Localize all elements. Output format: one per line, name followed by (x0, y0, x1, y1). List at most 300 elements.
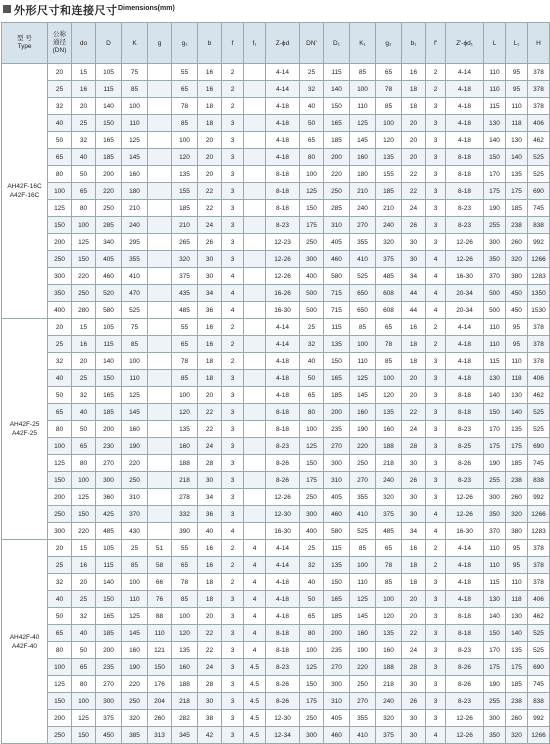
table-cell: 18 (198, 98, 222, 115)
table-row (2, 506, 550, 523)
table-cell: 8-18 (266, 625, 300, 642)
table-cell: 3 (222, 642, 244, 659)
table-cell: 110 (484, 557, 506, 574)
table-cell: 188 (376, 659, 402, 676)
table-cell: 30 (198, 472, 222, 489)
table-cell: 135 (376, 625, 402, 642)
table-cell: 4-18 (446, 370, 484, 387)
table-cell: 220 (350, 659, 376, 676)
table-cell: 80 (48, 421, 72, 438)
table-cell: 8-18 (446, 183, 484, 200)
table-row (2, 251, 550, 268)
table-cell: 15 (72, 540, 96, 557)
table-cell: 345 (172, 727, 198, 744)
table-cell: 125 (48, 200, 72, 217)
table-cell: 12-26 (266, 251, 300, 268)
table-cell: 485 (96, 523, 122, 540)
table-cell: 230 (96, 438, 122, 455)
table-cell: 270 (96, 676, 122, 693)
table-cell: 135 (324, 557, 350, 574)
table-cell: 425 (96, 506, 122, 523)
table-cell: 50 (48, 132, 72, 149)
table-cell: 500 (484, 285, 506, 302)
table-cell: 100 (350, 81, 376, 98)
table-cell: 300 (484, 489, 506, 506)
table-row (2, 353, 550, 370)
table-cell: 40 (300, 574, 324, 591)
col-header: D (96, 23, 122, 64)
table-cell: 608 (376, 302, 402, 319)
table-row (2, 710, 550, 727)
table-cell: 125 (350, 115, 376, 132)
table-cell: 175 (506, 438, 528, 455)
table-cell: 405 (324, 489, 350, 506)
table-cell: 4 (244, 540, 266, 557)
table-cell: 300 (300, 251, 324, 268)
table-cell: 235 (324, 642, 350, 659)
table-cell: 80 (300, 625, 324, 642)
table-cell: 310 (324, 472, 350, 489)
table-cell: 320 (172, 251, 198, 268)
table-cell: 200 (324, 625, 350, 642)
table-cell: 150 (96, 591, 122, 608)
table-cell: 80 (72, 676, 96, 693)
table-cell: 300 (324, 455, 350, 472)
table-cell: 260 (506, 234, 528, 251)
table-cell: 4 (244, 557, 266, 574)
table-cell: 18 (198, 591, 222, 608)
table-cell: 218 (376, 455, 402, 472)
table-cell: 218 (172, 472, 198, 489)
table-cell: 160 (172, 438, 198, 455)
table-cell: 105 (96, 540, 122, 557)
table-cell: 320 (506, 506, 528, 523)
table-cell: 204 (148, 693, 172, 710)
table-cell: 100 (72, 472, 96, 489)
table-cell: 44 (402, 302, 426, 319)
table-cell: 4-18 (266, 132, 300, 149)
table-cell: 4-18 (446, 132, 484, 149)
table-cell: 185 (376, 183, 402, 200)
table-cell: 525 (350, 268, 376, 285)
table-cell: 110 (506, 574, 528, 591)
table-cell: 40 (198, 523, 222, 540)
table-cell (244, 370, 266, 387)
table-cell: 118 (506, 370, 528, 387)
table-cell: 240 (376, 693, 402, 710)
table-cell: 165 (324, 591, 350, 608)
table-cell: 310 (324, 217, 350, 234)
table-cell: 406 (528, 115, 550, 132)
table-cell: 2 (222, 98, 244, 115)
table-cell: 85 (350, 64, 376, 81)
table-cell: 15 (72, 319, 96, 336)
table-cell: 608 (376, 285, 402, 302)
table-cell: 462 (528, 608, 550, 625)
table-cell: 125 (122, 387, 148, 404)
table-cell: 65 (300, 608, 324, 625)
table-cell: 180 (350, 166, 376, 183)
table-cell: 3 (222, 370, 244, 387)
table-cell: 8-23 (266, 659, 300, 676)
type-cell (2, 319, 48, 540)
table-cell: 1283 (528, 523, 550, 540)
col-header: g₂ (376, 23, 402, 64)
table-cell: 4.5 (244, 693, 266, 710)
table-row (2, 200, 550, 217)
table-cell (148, 387, 172, 404)
table-cell: 115 (96, 557, 122, 574)
table-cell: 20 (48, 319, 72, 336)
col-header: g (148, 23, 172, 64)
table-cell: 4 (426, 302, 446, 319)
table-cell (148, 217, 172, 234)
table-cell: 78 (172, 98, 198, 115)
table-cell: 95 (506, 81, 528, 98)
table-cell: 8-23 (266, 217, 300, 234)
table-cell: 12-26 (446, 251, 484, 268)
table-cell: 240 (376, 472, 402, 489)
table-cell: 525 (528, 404, 550, 421)
type-cell (2, 540, 48, 744)
table-cell: 4-18 (266, 149, 300, 166)
table-cell: 255 (484, 693, 506, 710)
table-cell: 280 (72, 302, 96, 319)
table-cell: 145 (350, 132, 376, 149)
table-cell: 95 (506, 540, 528, 557)
table-cell: 3 (222, 676, 244, 693)
table-cell: 140 (506, 149, 528, 166)
table-cell: 8-18 (446, 608, 484, 625)
table-cell: 110 (122, 115, 148, 132)
col-header: D₁ (324, 23, 350, 64)
table-cell: 250 (96, 200, 122, 217)
table-cell (244, 387, 266, 404)
table-cell: 38 (198, 710, 222, 727)
table-cell: 2 (222, 336, 244, 353)
table-cell: 4-18 (446, 336, 484, 353)
table-cell: 370 (484, 523, 506, 540)
table-cell: 8-23 (446, 217, 484, 234)
table-cell: 135 (376, 404, 402, 421)
table-cell: 450 (506, 285, 528, 302)
table-cell (244, 421, 266, 438)
table-cell (148, 523, 172, 540)
table-cell: 3 (426, 132, 446, 149)
table-cell: 378 (528, 574, 550, 591)
table-cell (244, 319, 266, 336)
table-cell: 130 (484, 591, 506, 608)
table-row (2, 285, 550, 302)
table-cell: 20 (72, 574, 96, 591)
table-cell: 378 (528, 98, 550, 115)
table-cell: 4-18 (266, 115, 300, 132)
table-cell: 2 (426, 336, 446, 353)
table-row (2, 370, 550, 387)
table-cell: 378 (528, 81, 550, 98)
table-cell: 375 (172, 268, 198, 285)
table-cell: 4 (244, 608, 266, 625)
table-cell: 4.5 (244, 676, 266, 693)
table-cell: 200 (324, 404, 350, 421)
table-cell (148, 149, 172, 166)
table-cell: 20 (198, 387, 222, 404)
table-cell: 95 (506, 557, 528, 574)
table-cell: 8-26 (266, 472, 300, 489)
table-cell: 300 (324, 676, 350, 693)
table-cell: 100 (172, 132, 198, 149)
table-cell: 145 (122, 625, 148, 642)
table-cell: 12-26 (446, 489, 484, 506)
table-cell: 320 (376, 489, 402, 506)
table-cell: 525 (528, 642, 550, 659)
table-cell: 3 (426, 676, 446, 693)
table-cell (244, 183, 266, 200)
table-cell: 8-26 (266, 693, 300, 710)
table-cell: 470 (122, 285, 148, 302)
table-cell (148, 506, 172, 523)
table-cell: 4-14 (266, 540, 300, 557)
table-cell: 110 (350, 353, 376, 370)
table-row (2, 64, 550, 81)
table-cell: 125 (122, 132, 148, 149)
table-cell: 30 (402, 489, 426, 506)
table-cell: 8-18 (446, 149, 484, 166)
type-model-name: A42F-25 (12, 430, 37, 437)
table-row (2, 472, 550, 489)
table-cell: 378 (528, 557, 550, 574)
table-cell: 130 (506, 132, 528, 149)
table-cell: 378 (528, 336, 550, 353)
table-cell: 320 (376, 710, 402, 727)
table-cell: 2 (222, 81, 244, 98)
table-cell: 320 (376, 234, 402, 251)
table-cell: 115 (96, 81, 122, 98)
table-cell: 12-26 (266, 489, 300, 506)
table-cell: 3 (426, 472, 446, 489)
table-cell: 378 (528, 540, 550, 557)
table-cell: 135 (324, 336, 350, 353)
table-cell: 160 (376, 421, 402, 438)
table-cell: 8-23 (446, 642, 484, 659)
table-cell: 400 (48, 302, 72, 319)
table-cell: 1266 (528, 727, 550, 744)
table-row (2, 336, 550, 353)
table-cell: 2 (222, 557, 244, 574)
table-cell: 118 (506, 591, 528, 608)
table-cell: 51 (148, 540, 172, 557)
table-cell: 100 (72, 693, 96, 710)
table-cell: 65 (376, 540, 402, 557)
table-cell: 80 (48, 166, 72, 183)
table-cell: 380 (506, 268, 528, 285)
table-cell: 65 (376, 319, 402, 336)
table-cell: 25 (72, 370, 96, 387)
table-cell: 3 (426, 710, 446, 727)
table-cell: 4-18 (446, 98, 484, 115)
table-cell: 3 (426, 183, 446, 200)
table-cell: 360 (96, 489, 122, 506)
table-cell: 110 (484, 64, 506, 81)
table-cell: 140 (96, 574, 122, 591)
table-cell: 120 (172, 404, 198, 421)
col-header: K (122, 23, 148, 64)
table-cell: 28 (198, 676, 222, 693)
table-cell: 350 (484, 727, 506, 744)
table-cell: 125 (300, 438, 324, 455)
table-cell: 370 (122, 506, 148, 523)
table-cell: 210 (376, 200, 402, 217)
table-cell: 185 (324, 608, 350, 625)
table-cell: 992 (528, 489, 550, 506)
table-cell: 18 (402, 574, 426, 591)
table-cell (148, 166, 172, 183)
table-cell: 406 (528, 370, 550, 387)
table-cell: 170 (484, 642, 506, 659)
table-cell: 8-18 (446, 404, 484, 421)
table-cell: 140 (506, 404, 528, 421)
table-cell: 50 (300, 370, 324, 387)
table-cell: 2 (222, 540, 244, 557)
table-cell (244, 251, 266, 268)
table-cell: 385 (122, 727, 148, 744)
table-cell: 135 (506, 421, 528, 438)
table-cell: 25 (48, 336, 72, 353)
table-cell: 8-26 (266, 676, 300, 693)
table-cell: 155 (172, 183, 198, 200)
table-cell: 125 (350, 591, 376, 608)
table-cell: 300 (96, 693, 122, 710)
table-cell: 145 (122, 404, 148, 421)
table-cell: 690 (528, 183, 550, 200)
table-cell: 2 (426, 319, 446, 336)
table-cell: 278 (172, 489, 198, 506)
table-cell: 150 (72, 727, 96, 744)
table-cell: 188 (172, 676, 198, 693)
table-cell: 100 (48, 438, 72, 455)
table-cell: 300 (484, 234, 506, 251)
table-cell: 2 (222, 64, 244, 81)
table-cell: 80 (72, 200, 96, 217)
table-cell: 121 (148, 642, 172, 659)
table-cell (148, 421, 172, 438)
table-cell: 135 (172, 421, 198, 438)
table-cell: 3 (222, 404, 244, 421)
table-cell: 18 (198, 353, 222, 370)
table-cell: 160 (122, 166, 148, 183)
table-cell: 20 (402, 387, 426, 404)
table-cell: 16 (402, 540, 426, 557)
table-cell: 32 (48, 353, 72, 370)
table-cell: 8-18 (266, 166, 300, 183)
table-row (2, 574, 550, 591)
table-cell: 690 (528, 659, 550, 676)
table-cell: 3 (426, 98, 446, 115)
table-cell: 32 (48, 574, 72, 591)
table-cell (148, 455, 172, 472)
table-cell: 200 (96, 166, 122, 183)
table-cell (148, 98, 172, 115)
table-cell: 188 (376, 438, 402, 455)
type-model-name: AH42F-16C (7, 183, 42, 190)
table-cell: 525 (350, 523, 376, 540)
table-cell: 28 (402, 438, 426, 455)
table-cell: 115 (96, 336, 122, 353)
table-cell: 32 (300, 336, 324, 353)
table-cell: 8-26 (446, 455, 484, 472)
table-cell: 430 (122, 523, 148, 540)
table-cell: 12-30 (266, 506, 300, 523)
table-cell: 34 (198, 489, 222, 506)
table-cell: 160 (350, 149, 376, 166)
table-cell: 65 (72, 659, 96, 676)
table-cell: 100 (300, 166, 324, 183)
table-cell: 250 (48, 727, 72, 744)
table-cell: 320 (122, 710, 148, 727)
table-cell: 270 (350, 217, 376, 234)
table-cell: 65 (300, 387, 324, 404)
table-cell: 40 (72, 625, 96, 642)
table-cell: 8-18 (446, 625, 484, 642)
table-cell: 25 (122, 540, 148, 557)
table-cell: 65 (72, 183, 96, 200)
table-cell: 55 (172, 540, 198, 557)
table-cell: 355 (350, 234, 376, 251)
table-cell: 175 (300, 472, 324, 489)
table-cell: 140 (484, 387, 506, 404)
table-cell: 160 (350, 625, 376, 642)
table-cell: 260 (148, 710, 172, 727)
table-cell (148, 183, 172, 200)
table-cell: 100 (172, 608, 198, 625)
table-cell: 4-18 (446, 115, 484, 132)
table-cell: 150 (48, 693, 72, 710)
table-cell: 332 (172, 506, 198, 523)
table-cell: 4-18 (446, 81, 484, 98)
table-cell: 4.5 (244, 710, 266, 727)
table-cell: 58 (148, 557, 172, 574)
table-cell: 8-23 (446, 421, 484, 438)
table-cell: 3 (222, 489, 244, 506)
table-cell: 285 (96, 217, 122, 234)
col-header: DN' (300, 23, 324, 64)
table-cell: 100 (350, 557, 376, 574)
table-cell: 22 (402, 625, 426, 642)
table-cell: 18 (402, 557, 426, 574)
table-cell: 8-23 (446, 693, 484, 710)
table-cell: 8-18 (266, 404, 300, 421)
table-cell: 16 (198, 319, 222, 336)
table-cell: 16 (198, 64, 222, 81)
table-cell: 485 (376, 523, 402, 540)
table-cell: 3 (222, 132, 244, 149)
col-header: b₁ (402, 23, 426, 64)
table-cell: 185 (96, 149, 122, 166)
table-cell: 85 (172, 370, 198, 387)
table-cell (244, 166, 266, 183)
table-row (2, 523, 550, 540)
col-header: f (222, 23, 244, 64)
table-cell: 250 (300, 710, 324, 727)
table-cell (148, 268, 172, 285)
table-cell: 12-23 (266, 234, 300, 251)
table-cell: 18 (402, 98, 426, 115)
table-cell: 340 (96, 234, 122, 251)
table-row (2, 489, 550, 506)
table-cell: 4-14 (266, 336, 300, 353)
table-cell: 250 (350, 455, 376, 472)
table-cell: 238 (506, 472, 528, 489)
